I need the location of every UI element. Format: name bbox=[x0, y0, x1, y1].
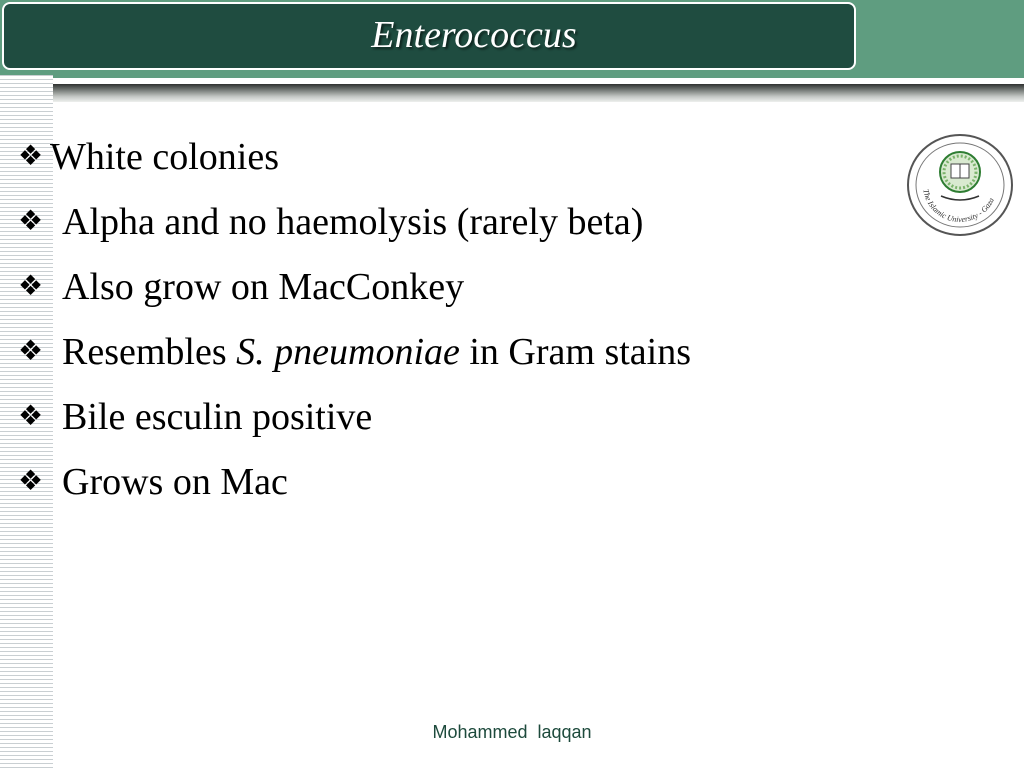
bullet-text: Also grow on MacConkey bbox=[62, 265, 465, 308]
bullet-text: Grows on Mac bbox=[62, 460, 288, 503]
bullet-text bbox=[62, 324, 691, 380]
list-item bbox=[18, 449, 691, 514]
bullet-text: Bile esculin positive bbox=[62, 395, 373, 438]
species-name: S. pneumoniae bbox=[236, 330, 460, 373]
bullet-list bbox=[18, 128, 691, 514]
university-seal-logo bbox=[905, 132, 1015, 238]
four-diamond-bullet-icon: ❖ bbox=[18, 465, 44, 497]
four-diamond-bullet-icon: ❖ bbox=[18, 205, 44, 237]
list-item bbox=[18, 319, 691, 384]
bullet-text-pre: Resembles bbox=[62, 330, 237, 373]
list-item bbox=[18, 189, 691, 254]
four-diamond-bullet-icon: ❖ bbox=[18, 400, 44, 432]
four-diamond-bullet-icon: ❖ bbox=[18, 140, 44, 172]
header-divider-bar bbox=[0, 84, 1024, 102]
list-item bbox=[18, 254, 691, 319]
list-item bbox=[18, 384, 691, 449]
bullet-text: Alpha and no haemolysis (rarely beta) bbox=[62, 200, 644, 243]
bullet-text-post: in Gram stains bbox=[459, 330, 692, 373]
slide-title: Enterococcus bbox=[371, 14, 577, 56]
four-diamond-bullet-icon: ❖ bbox=[18, 270, 44, 302]
seal-text: The Islamic University - Gaza bbox=[921, 188, 996, 225]
four-diamond-bullet-icon: ❖ bbox=[18, 335, 44, 367]
footer-author: Mohammed laqqan bbox=[432, 722, 592, 742]
list-item bbox=[18, 124, 691, 189]
bullet-text: White colonies bbox=[50, 135, 279, 178]
